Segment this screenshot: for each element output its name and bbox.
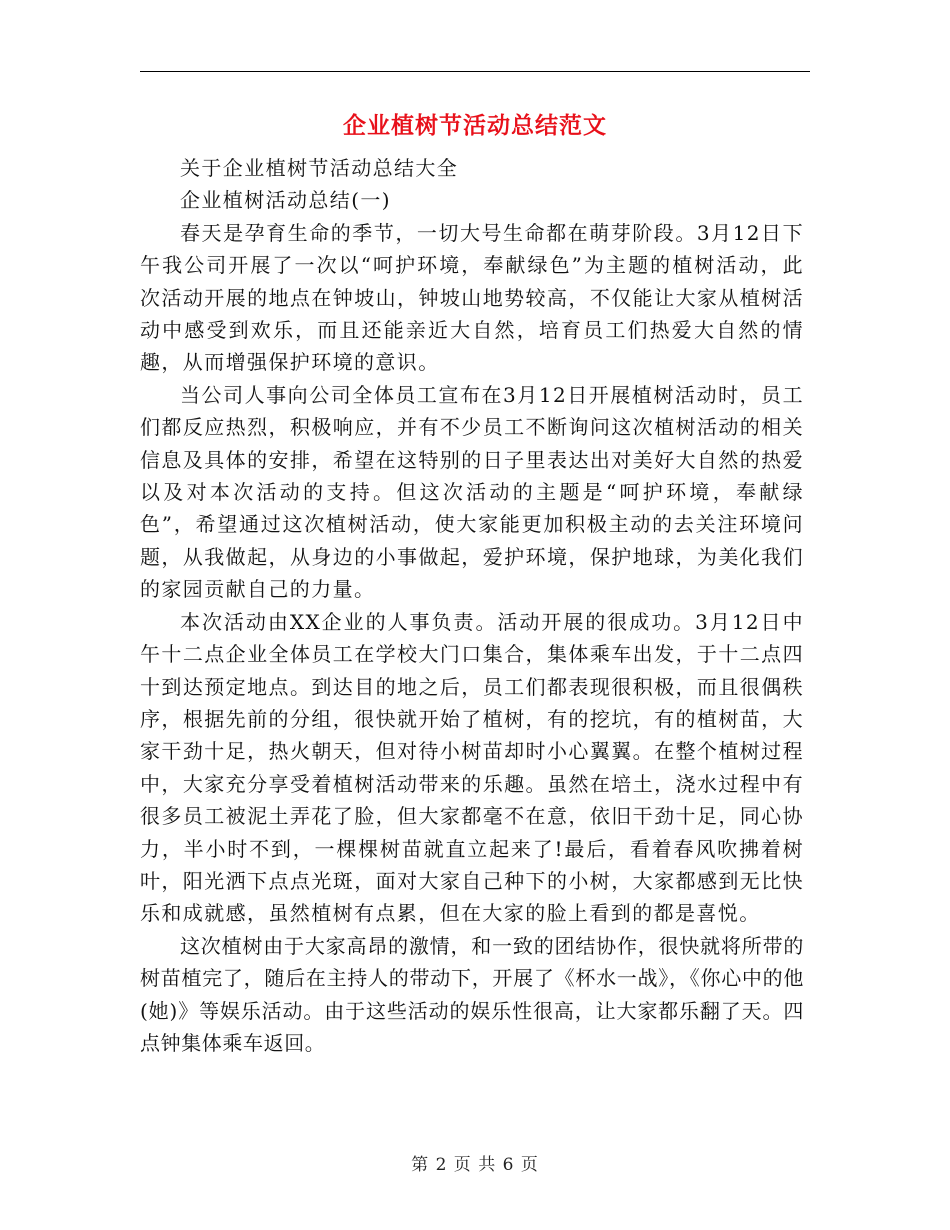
page-footer: 第 2 页 共 6 页 xyxy=(411,1155,539,1175)
body-paragraph: 本次活动由XX企业的人事负责。活动开展的很成功。3月12日中午十二点企业全体员工在学校大门口集合，集体乘车出发，于十二点四十到达预定地点。到达目的地之后，员工们都表现很积极，而且很偶秩序，根据先前的分组，很快就开始了植树，有的挖坑，有的植树苗，大家干劲十足，热火朝天，但对待小树苗却时小心翼翼。在整个植树过程中，大家充分享受着植树活动带来的乐趣。虽然在培土，浇水过程中有很多员工被泥土弄花了脸，但大家都毫不在意，依旧干劲十足，同心协力，半小时不到，一棵棵树苗就直立起来了!最后，看着春风吹拂着树叶，阳光洒下点点光斑，面对大家自己种下的小树，大家都感到无比快乐和成就感，虽然植树有点累，但在大家的脸上看到的都是喜悦。 xyxy=(140,609,804,926)
document-body xyxy=(140,152,804,1059)
body-paragraph: 春天是孕育生命的季节，一切大号生命都在萌芽阶段。3月12日下午我公司开展了一次以“呵护环境，奉献绿色”为主题的植树活动，此次活动开展的地点在钟坡山，钟坡山地势较高，不仅能让大家从植树活动中感受到欢乐，而且还能亲近大自然，培育员工们热爱大自然的情趣，从而增强保护环境的意识。 xyxy=(140,220,804,375)
header-rule xyxy=(140,71,810,72)
subtitle-paragraph: 关于企业植树节活动总结大全 xyxy=(180,156,459,180)
section-heading: 企业植树活动总结(一) xyxy=(180,188,392,213)
document-title: 企业植树节活动总结范文 xyxy=(343,113,607,139)
body-paragraph: 这次植树由于大家高昂的激情，和一致的团结协作，很快就将所带的树苗植完了，随后在主持人的带动下，开展了《杯水一战》，《你心中的他(她)》等娱乐活动。由于这些活动的娱乐性很高，让大家都乐翻了天。四点钟集体乘车返回。 xyxy=(140,933,804,1055)
body-paragraph: 当公司人事向公司全体员工宣布在3月12日开展植树活动时，员工们都反应热烈，积极响应，并有不少员工不断询问这次植树活动的相关信息及具体的安排，希望在这特别的日子里表达出对美好大自然的热爱以及对本次活动的支持。但这次活动的主题是“呵护环境，奉献绿色”，希望通过这次植树活动，使大家能更加积极主动的去关注环境问题，从我做起，从身边的小事做起，爱护环境，保护地球，为美化我们的家园贡献自己的力量。 xyxy=(140,382,804,602)
